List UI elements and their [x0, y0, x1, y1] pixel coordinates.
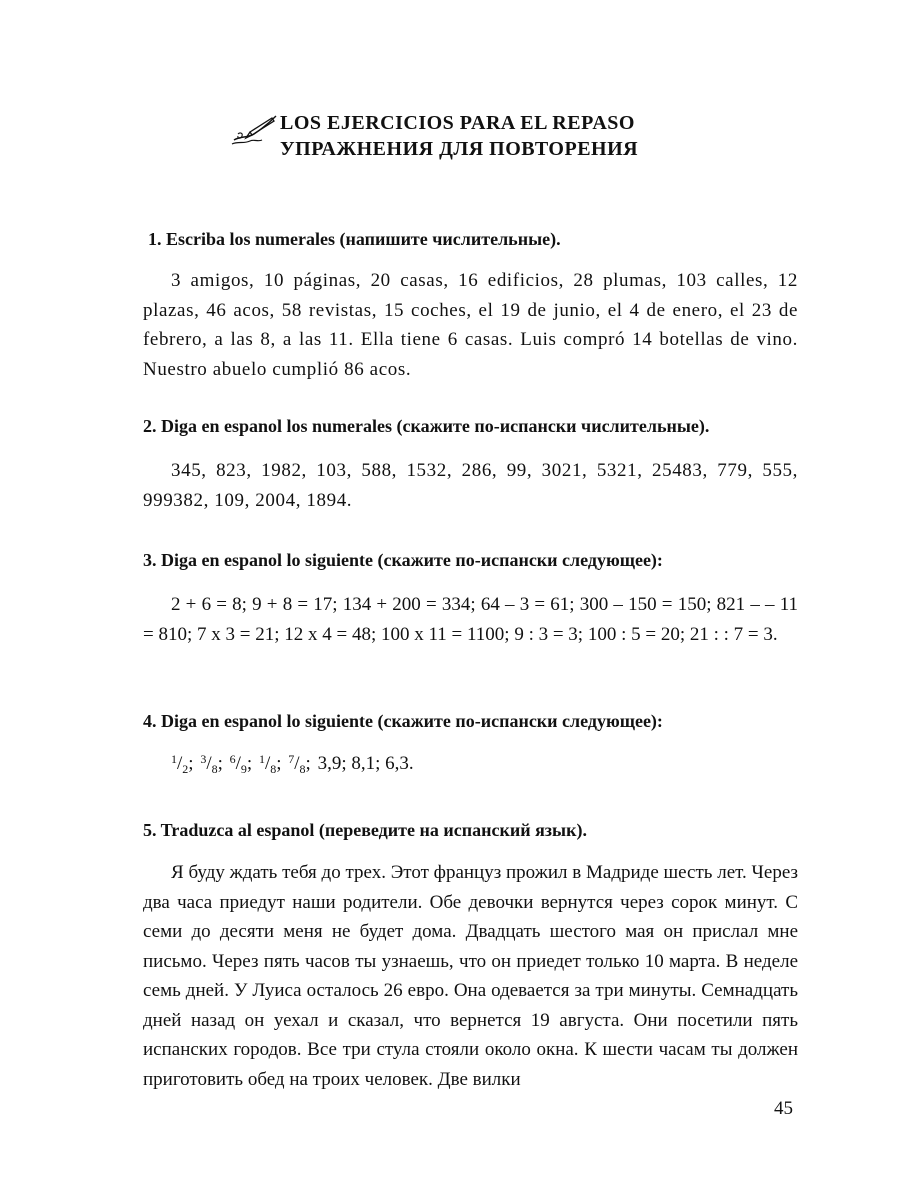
title-russian: УПРАЖНЕНИЯ ДЛЯ ПОВТОРЕНИЯ — [280, 138, 639, 160]
exercise-1-text: 3 amigos, 10 páginas, 20 casas, 16 edificios, 28 plumas, 103 calles, 12 plazas, 46 acos, 58 revistas, 15 coches, el 19 de junio, el 4 de enero, el 23 de febrero, a las 8, a las 11. Ella tiene 6 casas. Luis compró 14 botellas de vino. Nuestro abuelo cumplió 86 acos. — [143, 270, 798, 380]
decimals: 3,9; 8,1; 6,3. — [317, 753, 414, 774]
exercise-5-heading: 5. Traduzca al espanol (переведите на испанский язык). — [143, 820, 587, 840]
fraction: $^1/_2$; — [171, 752, 194, 776]
exercise-5-text: Я буду ждать тебя до трех. Этот француз прожил в Мадриде шесть лет. Через два часа приедут наши родители. Обе девочки вернутся через сорок минут. С семи до десяти меня не будет дома. Двадцать шестого мая он прислал мне письмо. Через пять часов ты узнаешь, что он приедет только 10 марта. В неделе семь дней. У Луиса осталось 26 евро. Она одевается за три минуты. Семнадцать дней назад он уехал и сказал, что вернется 19 августа. Они посетили пять испанских городов. Все три стула стояли около окна. К шести часам ты должен приготовить обед на троих человек. Две вилки — [143, 862, 798, 1090]
pen-writing-icon — [230, 110, 278, 150]
fractions-line — [171, 752, 414, 777]
fraction: $^1/_8$; — [258, 752, 282, 776]
page-number: 45 — [774, 1098, 793, 1119]
title-spanish: LOS EJERCICIOS PARA EL REPASO — [280, 112, 635, 134]
exercise-1-heading: 1. Escriba los numerales (напишите числительные). — [148, 229, 561, 249]
fraction: $^3/_8$; — [200, 752, 223, 776]
section-header — [230, 110, 690, 170]
exercise-2-heading: 2. Diga en espanol los numerales (скажите по-испански числительные). — [143, 416, 710, 436]
exercise-2-text: 345, 823, 1982, 103, 588, 1532, 286, 99, 3021, 5321, 25483, 779, 555, 999382, 109, 2004, 1894. — [143, 460, 798, 511]
fraction: $^7/_8$; — [288, 752, 311, 776]
exercise-3-text: 2 + 6 = 8; 9 + 8 = 17; 134 + 200 = 334; 64 – 3 = 61; 300 – 150 = 150; 821 – – 11 = 810; 7 x 3 = 21; 12 x 4 = 48; 100 x 11 = 1100; 9 : 3 = 3; 100 : 5 = 20; 21 : : 7 = 3. — [143, 594, 798, 645]
fraction: $^6/_9$; — [229, 752, 253, 776]
exercise-3-heading: 3. Diga en espanol lo siguiente (скажите по-испански следующее): — [143, 550, 663, 570]
exercise-4-heading: 4. Diga en espanol lo siguiente (скажите по-испански следующее): — [143, 711, 663, 731]
